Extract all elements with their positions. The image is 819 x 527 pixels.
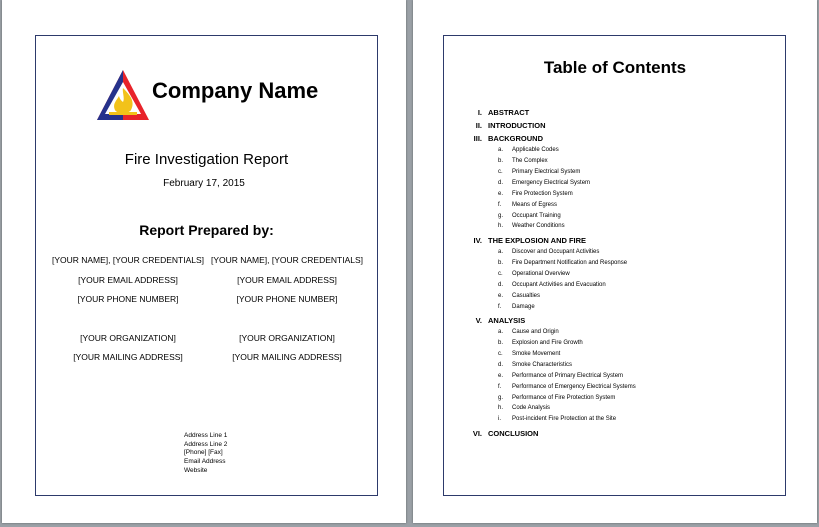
toc-subitem-letter: e.: [498, 372, 504, 379]
toc-section-number: V.: [475, 316, 482, 326]
page-border: [35, 35, 378, 496]
toc-subitem-text: The Complex: [512, 158, 548, 164]
toc-section-title: ANALYSIS: [488, 316, 526, 326]
address-line: Website: [184, 466, 208, 474]
toc-subitem-letter: h.: [498, 405, 504, 412]
toc-section-title: ABSTRACT: [488, 108, 530, 117]
toc-subitem-letter: a.: [498, 147, 504, 154]
toc-section-number: III.: [473, 134, 482, 144]
address-line: Address Line 2: [184, 440, 228, 448]
toc-subitem-letter: d.: [498, 179, 504, 186]
address-line: [Phone] [Fax]: [184, 449, 223, 457]
toc-subitem-letter: e.: [498, 292, 504, 299]
toc-subitem-letter: a.: [498, 329, 504, 336]
contact-email: [YOUR EMAIL ADDRESS]: [78, 275, 178, 285]
toc-section-title: BACKGROUND: [488, 134, 543, 144]
toc-subitem-text: Cause and Origin: [512, 329, 559, 336]
toc-subitem-text: Damage: [512, 303, 535, 310]
report-date: February 17, 2015: [163, 178, 245, 189]
toc-subitem-letter: g.: [498, 394, 504, 401]
toc-section-title: INTRODUCTION: [488, 121, 546, 131]
toc-subitem-letter: e.: [498, 190, 504, 197]
address-block: [184, 432, 227, 476]
toc-subitem-text: Post-incident Fire Protection at the Site: [512, 416, 617, 423]
toc-subitem-text: Code Analysis: [512, 405, 551, 412]
contact-mailing-address: [YOUR MAILING ADDRESS]: [232, 352, 342, 362]
toc-subitem-text: Applicable Codes: [512, 147, 559, 154]
toc-subitem-text: Explosion and Fire Growth: [512, 340, 583, 346]
contact-email: [YOUR EMAIL ADDRESS]: [237, 275, 337, 285]
fire-logo-icon: [95, 68, 151, 124]
toc-subitem-text: Emergency Electrical System: [512, 179, 591, 186]
toc-subitem-text: Fire Department Notification and Response: [512, 259, 628, 266]
toc-subitem-letter: f.: [498, 383, 502, 390]
contact-organization: [YOUR ORGANIZATION]: [80, 333, 176, 343]
address-line: Email Address: [184, 458, 226, 466]
toc-subitem-letter: c.: [498, 168, 503, 175]
prepared-by-heading: Report Prepared by:: [139, 222, 274, 238]
toc-section-number: II.: [475, 121, 482, 131]
toc-subitem-text: Smoke Characteristics: [512, 361, 573, 368]
toc-subitem-text: Smoke Movement: [512, 350, 561, 357]
contact-name: [YOUR NAME], [YOUR CREDENTIALS]: [210, 255, 364, 265]
toc-subitem-letter: f.: [498, 201, 502, 208]
toc-subitem-text: Occupant Training: [512, 212, 561, 219]
toc-subitem-letter: b.: [498, 340, 504, 346]
contact-name: [YOUR NAME], [YOUR CREDENTIALS]: [51, 255, 205, 265]
toc-subitem-letter: h.: [498, 223, 504, 230]
toc-subitem-text: Weather Conditions: [512, 223, 565, 230]
cover-page: [2, 0, 406, 523]
toc-subitem-text: Performance of Fire Protection System: [512, 394, 616, 401]
toc-subitem-letter: c.: [498, 350, 503, 357]
toc-subitem-letter: a.: [498, 249, 504, 255]
contact-phone: [YOUR PHONE NUMBER]: [77, 294, 179, 304]
toc-subitem-text: Performance of Primary Electrical System: [512, 372, 624, 379]
toc-subitem-letter: f.: [498, 303, 502, 310]
contact-mailing-address: [YOUR MAILING ADDRESS]: [73, 352, 183, 362]
toc-section-number: I.: [477, 108, 482, 117]
toc-page: [413, 0, 817, 523]
toc-section-title: CONCLUSION: [488, 429, 539, 439]
toc-subitem-text: Occupant Activities and Evacuation: [512, 281, 606, 288]
toc-subitem-letter: b.: [498, 158, 504, 164]
toc-subitem-text: Performance of Emergency Electrical Systems: [512, 383, 636, 390]
toc-section-number: VI.: [472, 429, 482, 439]
contact-organization: [YOUR ORGANIZATION]: [239, 333, 335, 343]
toc-subitem-text: Discover and Occupant Activities: [512, 249, 600, 255]
contact-phone: [YOUR PHONE NUMBER]: [236, 294, 338, 304]
toc-subitem-text: Means of Egress: [512, 201, 558, 208]
toc-subitem-text: Operational Overview: [512, 270, 570, 277]
toc-subitem-text: Fire Protection System: [512, 190, 573, 197]
report-title: Fire Investigation Report: [124, 151, 289, 168]
address-line: Address Line 1: [184, 432, 228, 439]
toc-subitem-letter: d.: [498, 361, 504, 368]
toc-section-title: THE EXPLOSION AND FIRE: [488, 236, 587, 246]
company-name: Company Name: [152, 78, 319, 103]
toc-subitem-letter: g.: [498, 212, 504, 219]
toc-subitem-letter: i.: [498, 416, 501, 423]
toc-subitem-text: Primary Electrical System: [512, 168, 581, 175]
toc-subitem-letter: d.: [498, 281, 504, 288]
toc-subitem-letter: c.: [498, 270, 503, 277]
toc-subitem-text: Casualties: [512, 292, 541, 299]
toc-title: Table of Contents: [543, 58, 687, 77]
toc-subitem-letter: b.: [498, 259, 504, 266]
toc-section-number: IV.: [473, 236, 482, 246]
